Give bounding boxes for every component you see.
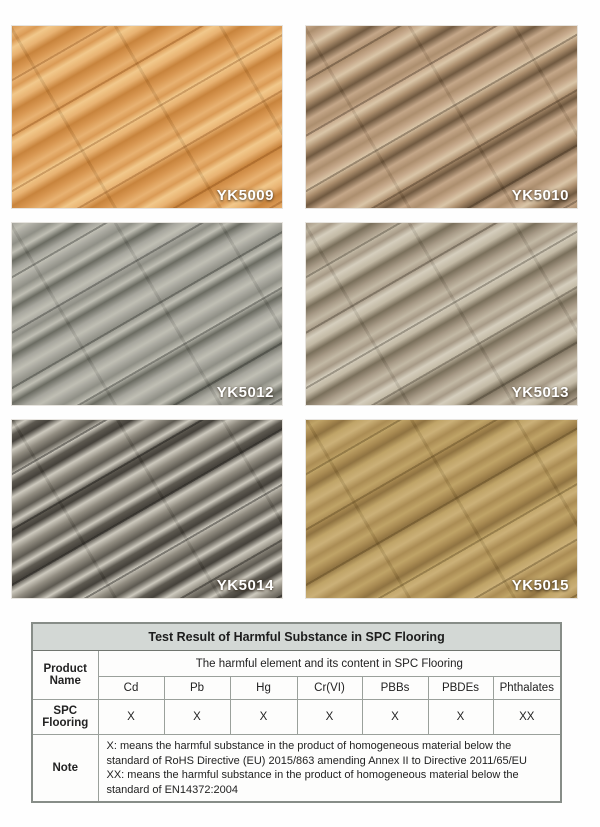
note-row-header: Note — [32, 735, 98, 803]
note-text-cell — [98, 735, 561, 803]
sample-code-label: YK5014 — [216, 577, 274, 594]
element-header-pb: Pb — [164, 677, 230, 700]
spc-flooring-row-header: SPC Flooring — [32, 700, 98, 735]
sample-card-yk5009 — [12, 26, 282, 208]
product-name-header: Product Name — [32, 651, 98, 700]
value-phthalates: XX — [493, 700, 561, 735]
value-pbbs: X — [362, 700, 428, 735]
sample-card-yk5015 — [306, 420, 577, 598]
sample-code-label: YK5010 — [511, 187, 569, 204]
element-header-cd: Cd — [98, 677, 164, 700]
table-title: Test Result of Harmful Substance in SPC Flooring — [32, 623, 561, 651]
sample-card-yk5013 — [306, 223, 577, 405]
element-header-hg: Hg — [230, 677, 297, 700]
value-pb: X — [164, 700, 230, 735]
harmful-element-span-header: The harmful element and its content in SPC Flooring — [98, 651, 561, 677]
sample-card-yk5014 — [12, 420, 282, 598]
element-header-crvi: Cr(VI) — [297, 677, 362, 700]
note-line-x: X: means the harmful substance in the product of homogeneous material below the standard of RoHS Directive (EU) 2015/863 amending Annex II to Directive 2011/65/EU — [106, 740, 527, 767]
value-hg: X — [230, 700, 297, 735]
element-header-phthalates: Phthalates — [493, 677, 561, 700]
value-pbdes: X — [428, 700, 493, 735]
sample-card-yk5012 — [12, 223, 282, 405]
value-cd: X — [98, 700, 164, 735]
sample-code-label: YK5015 — [511, 577, 569, 594]
test-result-table — [31, 622, 562, 803]
sample-code-label: YK5009 — [216, 187, 274, 204]
sample-code-label: YK5012 — [216, 384, 274, 401]
note-line-xx: XX: means the harmful substance in the product of homogeneous material below the standard of EN14372:2004 — [106, 769, 519, 796]
sample-card-yk5010 — [306, 26, 577, 208]
value-crvi: X — [297, 700, 362, 735]
sample-code-label: YK5013 — [511, 384, 569, 401]
element-header-pbbs: PBBs — [362, 677, 428, 700]
sample-grid — [12, 26, 577, 598]
element-header-pbdes: PBDEs — [428, 677, 493, 700]
